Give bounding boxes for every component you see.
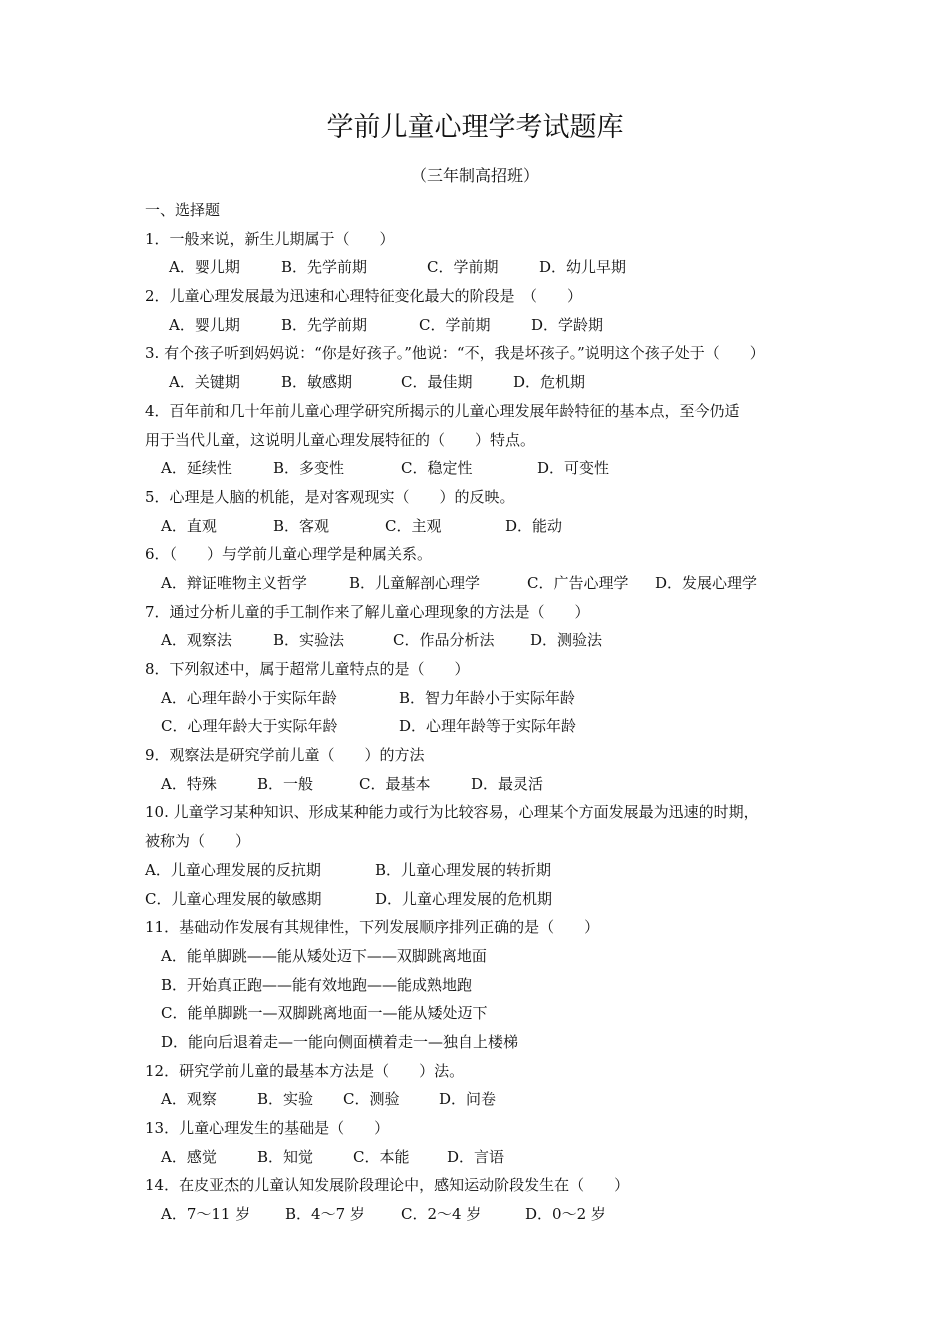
option: D．心理年龄等于实际年龄: [399, 717, 577, 736]
option: A．婴儿期: [169, 258, 240, 277]
option: C．广告心理学: [527, 573, 629, 592]
option: C．最佳期: [401, 373, 473, 392]
option: C．儿童心理发展的敏感期: [145, 889, 322, 908]
question-stem: 7．通过分析儿童的手工制作来了解儿童心理现象的方法是（ ）: [145, 602, 590, 621]
option: D．最灵活: [471, 774, 544, 793]
option: A．关键期: [169, 373, 240, 392]
option: C．主观: [385, 516, 442, 535]
option: A．心理年龄小于实际年龄: [161, 688, 337, 707]
question-stem: 14．在皮亚杰的儿童认知发展阶段理论中，感知运动阶段发生在（ ）: [145, 1176, 630, 1195]
option: B．智力年龄小于实际年龄: [399, 688, 576, 707]
option: A．儿童心理发展的反抗期: [145, 860, 321, 879]
question-stem: 12．研究学前儿童的最基本方法是（ ）法。: [145, 1061, 465, 1080]
option: A．观察法: [161, 631, 232, 650]
option-row: [145, 684, 813, 713]
option: D．问卷: [439, 1090, 497, 1109]
question-stem: 8．下列叙述中，属于超常儿童特点的是（ ）: [145, 660, 470, 678]
option: A．延续性: [161, 459, 232, 478]
option: D．言语: [447, 1147, 505, 1166]
option: C．学前期: [419, 315, 491, 334]
option-row: [145, 1085, 813, 1114]
option-row: [145, 368, 813, 397]
option: A．婴儿期: [169, 315, 240, 334]
option: D．0～2 岁: [525, 1205, 606, 1224]
option: C．学前期: [427, 258, 499, 277]
question-stem: 9．观察法是研究学前儿童（ ）的方法: [145, 746, 425, 765]
option-row: [145, 770, 813, 799]
question-stem: 10. 儿童学习某种知识、形成某种能力或行为比较容易，心理某个方面发展最为迅速的时期，: [145, 803, 759, 822]
option: A．7～11 岁: [161, 1205, 251, 1224]
option-line: D．能向后退着走—一能向侧面横着走一—独自上楼梯: [161, 1032, 519, 1051]
option-line: B．开始真正跑——能有效地跑——能成熟地跑: [161, 975, 473, 994]
question-stem: 1．一般来说，新生儿期属于（ ）: [145, 229, 395, 248]
question-stem: 3. 有个孩子听到妈妈说：“你是好孩子。”他说：“不，我是坏孩子。”说明这个孩子处于（ ）: [145, 344, 765, 363]
option: C．测验: [343, 1090, 400, 1109]
option-row: [145, 1200, 813, 1229]
option: A．观察: [161, 1090, 217, 1109]
section-heading: 一、选择题: [145, 201, 221, 219]
option-row: [145, 253, 813, 282]
option: A．感觉: [161, 1147, 217, 1166]
question-stem: 11．基础动作发展有其规律性，下列发展顺序排列正确的是（ ）: [145, 918, 600, 937]
question-stem-continued: 用于当代儿童，这说明儿童心理发展特征的（ ）特点。: [145, 430, 536, 449]
option: D．测验法: [530, 631, 603, 650]
question-stem: 2．儿童心理发展最为迅速和心理特征变化最大的阶段是 （ ）: [145, 287, 583, 306]
option: B．敏感期: [281, 373, 353, 392]
option: B．先学前期: [281, 315, 368, 334]
option: D．发展心理学: [655, 573, 758, 592]
option: A．辩证唯物主义哲学: [161, 573, 307, 592]
option: B．客观: [273, 516, 330, 535]
option: B．实验法: [273, 631, 345, 650]
question-list: [145, 196, 813, 1229]
option: A．直观: [161, 516, 217, 535]
option: C．心理年龄大于实际年龄: [161, 717, 338, 736]
page-subtitle: （三年制高招班）: [410, 166, 539, 185]
option: B．儿童解剖心理学: [349, 573, 481, 592]
option-row: [145, 856, 813, 885]
option: C．作品分析法: [393, 631, 495, 650]
option-row: [145, 569, 813, 598]
option: C．最基本: [359, 774, 431, 793]
option: C．稳定性: [401, 459, 473, 478]
option-line: A．能单脚跳——能从矮处迈下——双脚跳离地面: [161, 946, 487, 965]
option: B．多变性: [273, 459, 345, 478]
option-row: [145, 712, 813, 741]
question-stem-continued: 被称为（ ）: [145, 832, 251, 851]
question-stem: 4．百年前和几十年前儿童心理学研究所揭示的儿童心理发展年龄特征的基本点，至今仍适: [145, 401, 740, 420]
option: D．可变性: [537, 459, 610, 478]
option-row: [145, 626, 813, 655]
option: D．能动: [505, 516, 563, 535]
option: B．知觉: [257, 1147, 314, 1166]
option: B．一般: [257, 774, 314, 793]
option: D．危机期: [513, 373, 586, 392]
page-title: 学前儿童心理学考试题库: [326, 112, 624, 143]
option-row: [145, 1143, 813, 1172]
option: C．本能: [353, 1147, 410, 1166]
option: B．实验: [257, 1090, 314, 1109]
option: D．学龄期: [531, 315, 604, 334]
option: C．2～4 岁: [401, 1205, 482, 1224]
option: D．儿童心理发展的危机期: [375, 889, 553, 908]
question-stem: 13．儿童心理发生的基础是（ ）: [145, 1119, 390, 1137]
question-stem: 5．心理是人脑的机能，是对客观现实（ ）的反映。: [145, 487, 515, 506]
option: D．幼儿早期: [539, 258, 627, 277]
option: B．4～7 岁: [285, 1205, 365, 1224]
option-row: [145, 311, 813, 340]
question-stem: 6．（ ）与学前儿童心理学是种属关系。: [145, 545, 433, 564]
option-row: [145, 885, 813, 914]
option-row: [145, 512, 813, 541]
option: A．特殊: [161, 774, 217, 793]
option-row: [145, 454, 813, 483]
option: B．先学前期: [281, 258, 368, 277]
option: B．儿童心理发展的转折期: [375, 860, 552, 879]
option-line: C．能单脚跳一—双脚跳离地面一—能从矮处迈下: [161, 1004, 488, 1023]
